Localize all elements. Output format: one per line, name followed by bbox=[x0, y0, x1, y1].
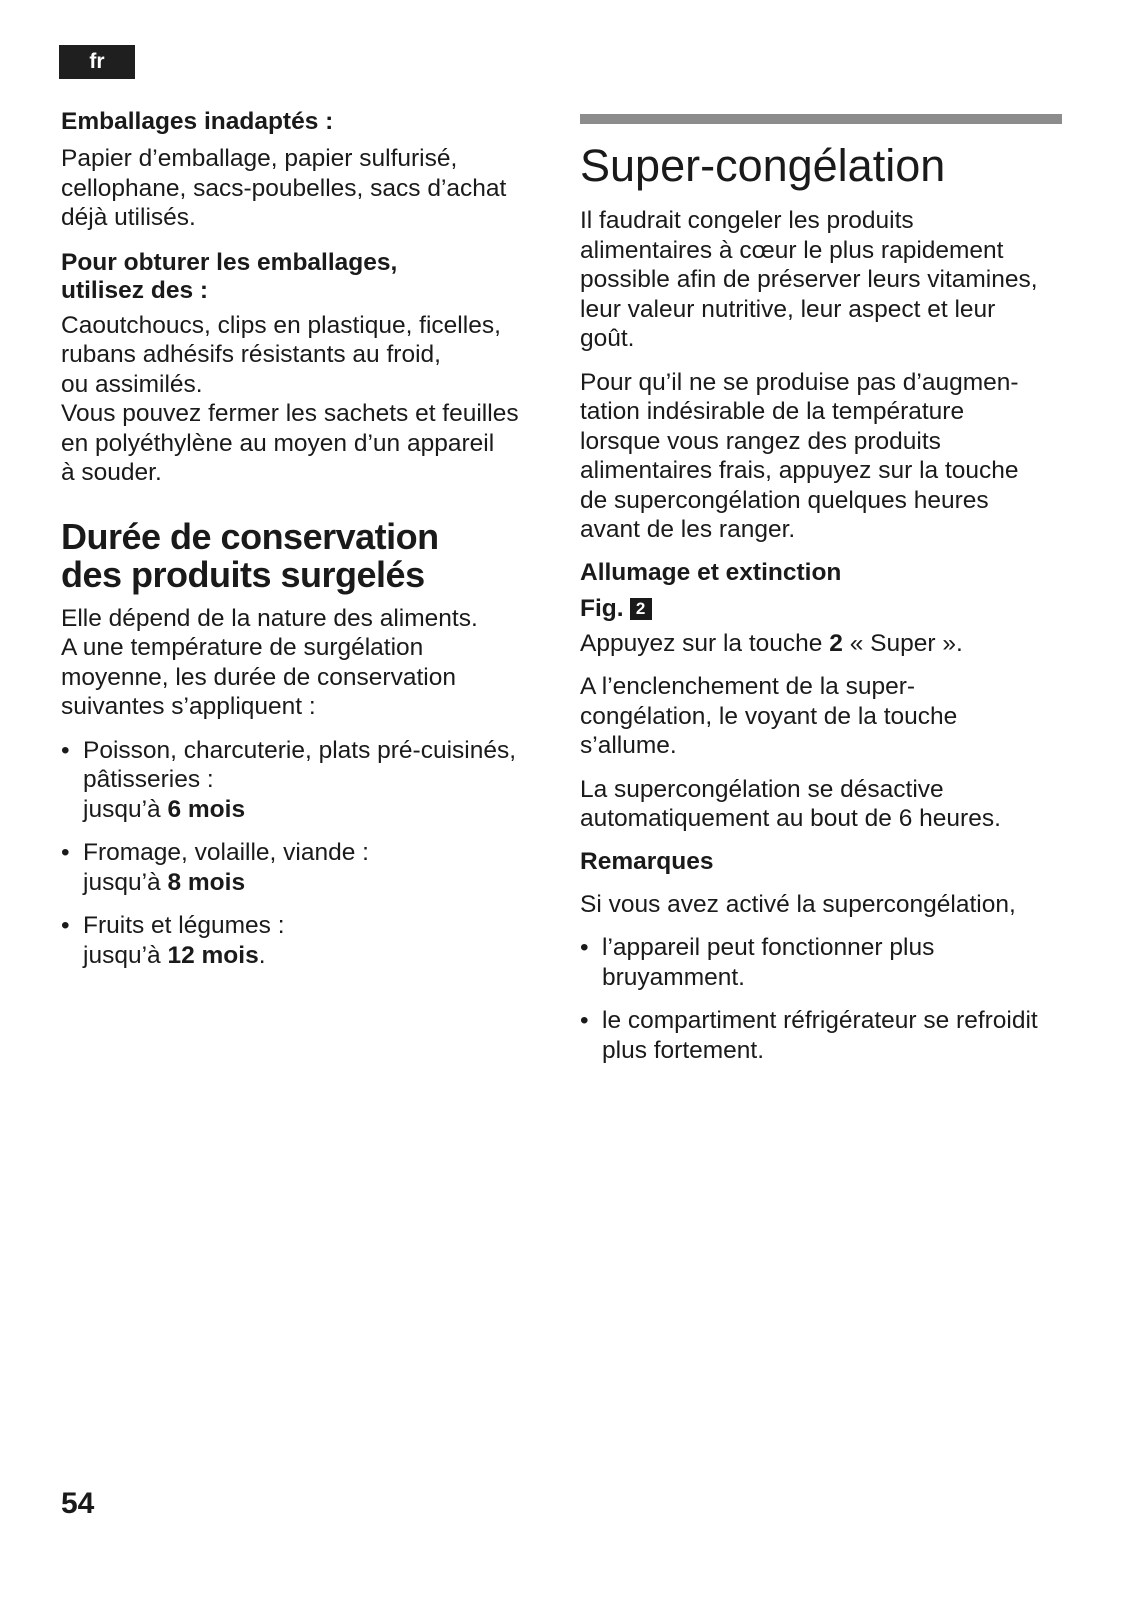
unsuitable-packaging-text: Papier d’emballage, papier sulfurisé, cellophane, sacs-poubelles, sacs d’achat déjà utilisés. bbox=[61, 145, 507, 231]
indicator-paragraph: A l’enclenchement de la super- congélation, le voyant de la touche s’allume. bbox=[580, 673, 958, 759]
storage-duration-heading: Durée de conservation des produits surgelés bbox=[61, 515, 439, 595]
bullet-icon: • bbox=[580, 1007, 589, 1034]
unsuitable-packaging-title: Emballages inadaptés : bbox=[61, 108, 334, 135]
on-off-title: Allumage et extinction bbox=[580, 558, 842, 586]
bullet-icon: • bbox=[61, 912, 70, 939]
duration-value: 12 mois bbox=[167, 941, 259, 969]
page-number: 54 bbox=[61, 1487, 95, 1520]
bullet-icon: • bbox=[580, 934, 589, 961]
bullet-icon: • bbox=[61, 839, 70, 866]
warning-paragraph: Pour qu’il ne se produise pas d’augmen- tation indésirable de la température lorsque vous rangez des produits alimentaires frais, appuyez sur la touche de supercongélation quelques heures avant de les ranger. bbox=[580, 368, 1019, 543]
duration-value: 8 mois bbox=[167, 868, 246, 896]
key-number: 2 bbox=[829, 629, 843, 657]
list-item: • Fruits et légumes : jusqu’à 12 mois. bbox=[61, 912, 285, 969]
seal-packaging-title: Pour obturer les emballages, utilisez des : bbox=[61, 248, 398, 304]
duration-value: 6 mois bbox=[167, 795, 246, 823]
list-item: • Fromage, volaille, viande : jusqu’à 8 mois bbox=[61, 839, 369, 896]
list-item: • le compartiment réfrigérateur se refroidit plus fortement. bbox=[580, 1007, 1038, 1064]
auto-off-paragraph: La supercongélation se désactive automatiquement au bout de 6 heures. bbox=[580, 775, 1001, 832]
remarks-list bbox=[580, 933, 1065, 1065]
list-item: • l’appareil peut fonctionner plus bruyamment. bbox=[580, 934, 935, 991]
figure-number-badge: 2 bbox=[630, 598, 652, 620]
storage-duration-list bbox=[61, 736, 551, 971]
section-divider bbox=[580, 114, 1062, 124]
figure-reference: Fig. 2 bbox=[580, 595, 1065, 623]
press-instruction: Appuyez sur la touche 2 « Super ». bbox=[580, 629, 963, 657]
bullet-icon: • bbox=[61, 736, 70, 764]
left-column bbox=[61, 108, 551, 970]
storage-duration-intro: Elle dépend de la nature des aliments. A une température de surgélation moyenne, les durée de conservation suivantes s’appliquent : bbox=[61, 604, 478, 720]
remarks-intro: Si vous avez activé la supercongélation, bbox=[580, 890, 1016, 918]
list-item: • Poisson, charcuterie, plats pré-cuisinés, pâtisseries : jusqu’à 6 mois bbox=[61, 736, 517, 823]
remarks-title: Remarques bbox=[580, 847, 714, 875]
seal-packaging-text: Caoutchoucs, clips en plastique, ficelles, rubans adhésifs résistants au froid, ou assimilés. Vous pouvez fermer les sachets et feuilles en polyéthylène au moyen d’un appareil à souder. bbox=[61, 311, 519, 486]
section-heading: Super-congélation bbox=[580, 140, 946, 191]
intro-paragraph: Il faudrait congeler les produits alimentaires à cœur le plus rapidement possible afin de préserver leurs vitamines, leur valeur nutritive, leur aspect et leur goût. bbox=[580, 207, 1038, 352]
right-column bbox=[580, 114, 1065, 1065]
language-badge: fr bbox=[59, 45, 135, 79]
